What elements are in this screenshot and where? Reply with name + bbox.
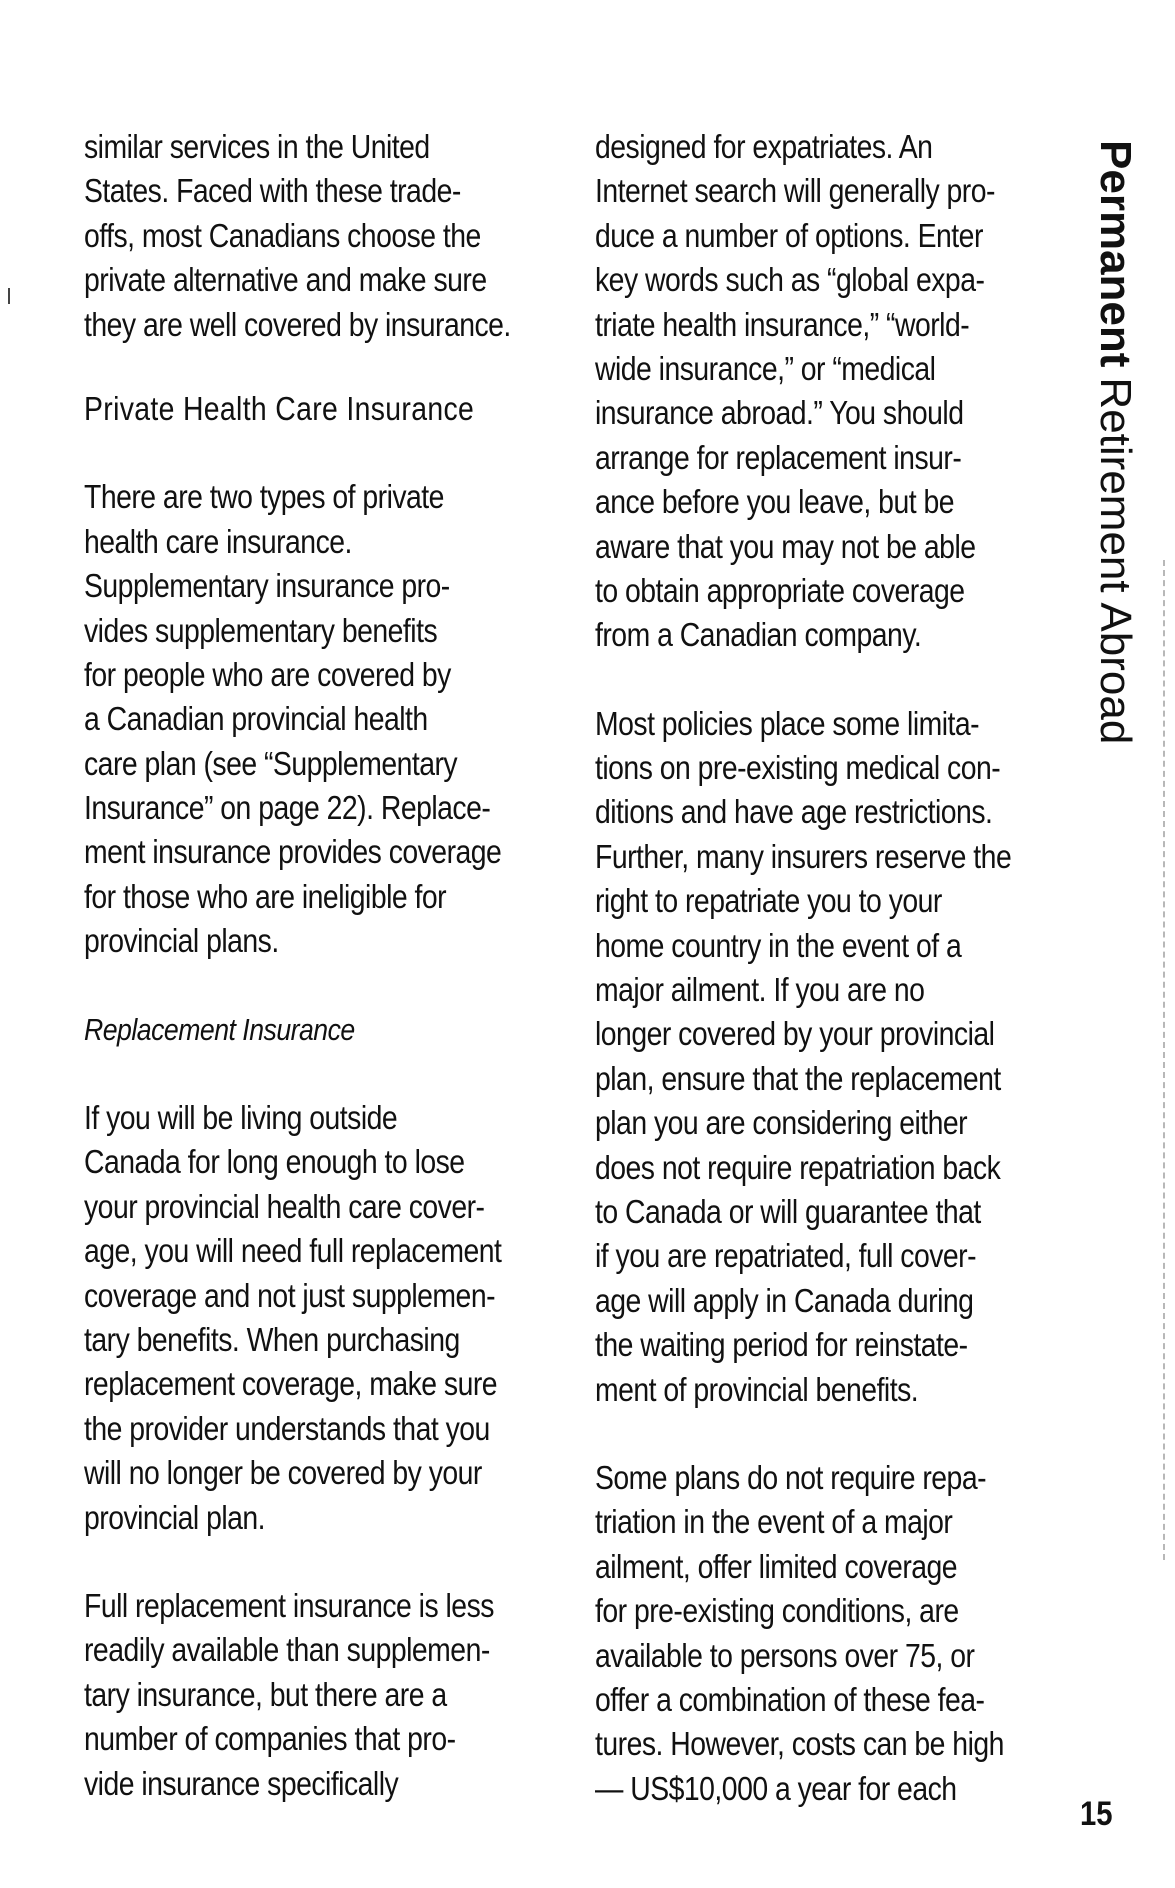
text-line: the provider understands that you bbox=[84, 1409, 490, 1447]
text-line: Most policies place some limita- bbox=[595, 704, 980, 742]
text-line: ditions and have age restrictions. bbox=[595, 793, 993, 831]
text-line: coverage and not just supplemen- bbox=[84, 1276, 496, 1314]
text-line: plan you are considering either bbox=[595, 1104, 968, 1142]
paragraph bbox=[84, 125, 544, 347]
paragraph bbox=[595, 1456, 1055, 1811]
running-section-title bbox=[1085, 140, 1145, 760]
text-line: Further, many insurers reserve the bbox=[595, 837, 1012, 875]
text-line: key words such as “global expa- bbox=[595, 261, 985, 299]
text-line: ment of provincial benefits. bbox=[595, 1370, 919, 1408]
text-line: available to persons over 75, or bbox=[595, 1636, 975, 1674]
text-line: your provincial health care cover- bbox=[84, 1187, 485, 1225]
text-line: plan, ensure that the replacement bbox=[595, 1059, 1001, 1097]
text-line: ment insurance provides coverage bbox=[84, 833, 502, 871]
text-line: readily available than supplemen- bbox=[84, 1631, 490, 1669]
text-line: Some plans do not require repa- bbox=[595, 1458, 987, 1496]
text-line: tary insurance, but there are a bbox=[84, 1675, 447, 1713]
text-line: insurance abroad.” You should bbox=[595, 394, 964, 432]
text-line: if you are repatriated, full cover- bbox=[595, 1237, 977, 1275]
text-line: Canada for long enough to lose bbox=[84, 1143, 465, 1181]
text-line: ance before you leave, but be bbox=[595, 483, 954, 521]
text-line: replacement coverage, make sure bbox=[84, 1365, 498, 1403]
text-line: tary benefits. When purchasing bbox=[84, 1320, 460, 1358]
text-line: age will apply in Canada during bbox=[595, 1281, 974, 1319]
text-line: provincial plan. bbox=[84, 1498, 266, 1536]
text-line: they are well covered by insurance. bbox=[84, 305, 511, 343]
text-line: home country in the event of a bbox=[595, 926, 962, 964]
text-line: offs, most Canadians choose the bbox=[84, 216, 481, 254]
text-line: right to repatriate you to your bbox=[595, 882, 942, 920]
text-line: arrange for replacement insur- bbox=[595, 438, 962, 476]
text-line: Supplementary insurance pro- bbox=[84, 567, 450, 605]
text-line: to Canada or will guarantee that bbox=[595, 1192, 981, 1230]
text-line: private alternative and make sure bbox=[84, 261, 487, 299]
text-line: provincial plans. bbox=[84, 922, 279, 960]
text-line: health care insurance. bbox=[84, 522, 352, 560]
text-line: similar services in the United bbox=[84, 128, 430, 165]
text-line: triate health insurance,” “world- bbox=[595, 305, 970, 343]
text-line: for pre-existing conditions, are bbox=[595, 1592, 959, 1630]
section-title-bold: Permanent bbox=[1091, 140, 1140, 368]
text-line: tures. However, costs can be high bbox=[595, 1725, 1004, 1763]
paragraph bbox=[84, 475, 544, 963]
right-column bbox=[595, 125, 1055, 1811]
text-line: tions on pre-existing medical con- bbox=[595, 749, 1001, 787]
text-line: for people who are covered by bbox=[84, 655, 451, 693]
text-line: States. Faced with these trade- bbox=[84, 172, 461, 210]
margin-mark bbox=[8, 288, 10, 304]
text-line: the waiting period for reinstate- bbox=[595, 1326, 968, 1364]
text-line: wide insurance,” or “medical bbox=[595, 349, 936, 387]
text-line: major ailment. If you are no bbox=[595, 971, 925, 1009]
text-line: Full replacement insurance is less bbox=[84, 1586, 494, 1624]
left-column bbox=[84, 125, 544, 1806]
text-line: Internet search will generally pro- bbox=[595, 172, 995, 210]
text-line: longer covered by your provincial bbox=[595, 1015, 995, 1053]
text-line: Insurance” on page 22). Replace- bbox=[84, 789, 491, 827]
subsection-heading: Replacement Insurance bbox=[84, 1011, 355, 1047]
section-heading: Private Health Care Insurance bbox=[84, 389, 475, 427]
text-line: aware that you may not be able bbox=[595, 527, 976, 565]
text-line: offer a combination of these fea- bbox=[595, 1680, 985, 1718]
text-line: — US$10,000 a year for each bbox=[595, 1769, 957, 1807]
text-line: number of companies that pro- bbox=[84, 1720, 456, 1758]
page-edge-marks bbox=[1163, 560, 1168, 1560]
text-line: a Canadian provincial health bbox=[84, 700, 428, 738]
paragraph bbox=[84, 1096, 544, 1540]
page-number: 15 bbox=[1080, 1795, 1113, 1833]
paragraph bbox=[595, 125, 1055, 658]
text-line: designed for expatriates. An bbox=[595, 128, 933, 165]
text-line: care plan (see “Supplementary bbox=[84, 744, 458, 782]
text-line: does not require repatriation back bbox=[595, 1148, 1001, 1186]
text-line: vide insurance specifically bbox=[84, 1764, 399, 1802]
text-line: age, you will need full replacement bbox=[84, 1232, 502, 1270]
text-line: to obtain appropriate coverage bbox=[595, 571, 965, 609]
text-line: There are two types of private bbox=[84, 478, 444, 516]
text-line: If you will be living outside bbox=[84, 1099, 398, 1137]
text-line: ailment, offer limited coverage bbox=[595, 1547, 958, 1585]
text-line: duce a number of options. Enter bbox=[595, 216, 983, 254]
text-line: will no longer be covered by your bbox=[84, 1454, 482, 1492]
paragraph bbox=[595, 702, 1055, 1412]
text-line: vides supplementary benefits bbox=[84, 611, 438, 649]
paragraph bbox=[84, 1584, 544, 1806]
text-line: triation in the event of a major bbox=[595, 1503, 953, 1541]
text-line: for those who are ineligible for bbox=[84, 877, 447, 915]
section-title-regular: Retirement Abroad bbox=[1091, 377, 1140, 745]
text-line: from a Canadian company. bbox=[595, 616, 922, 654]
